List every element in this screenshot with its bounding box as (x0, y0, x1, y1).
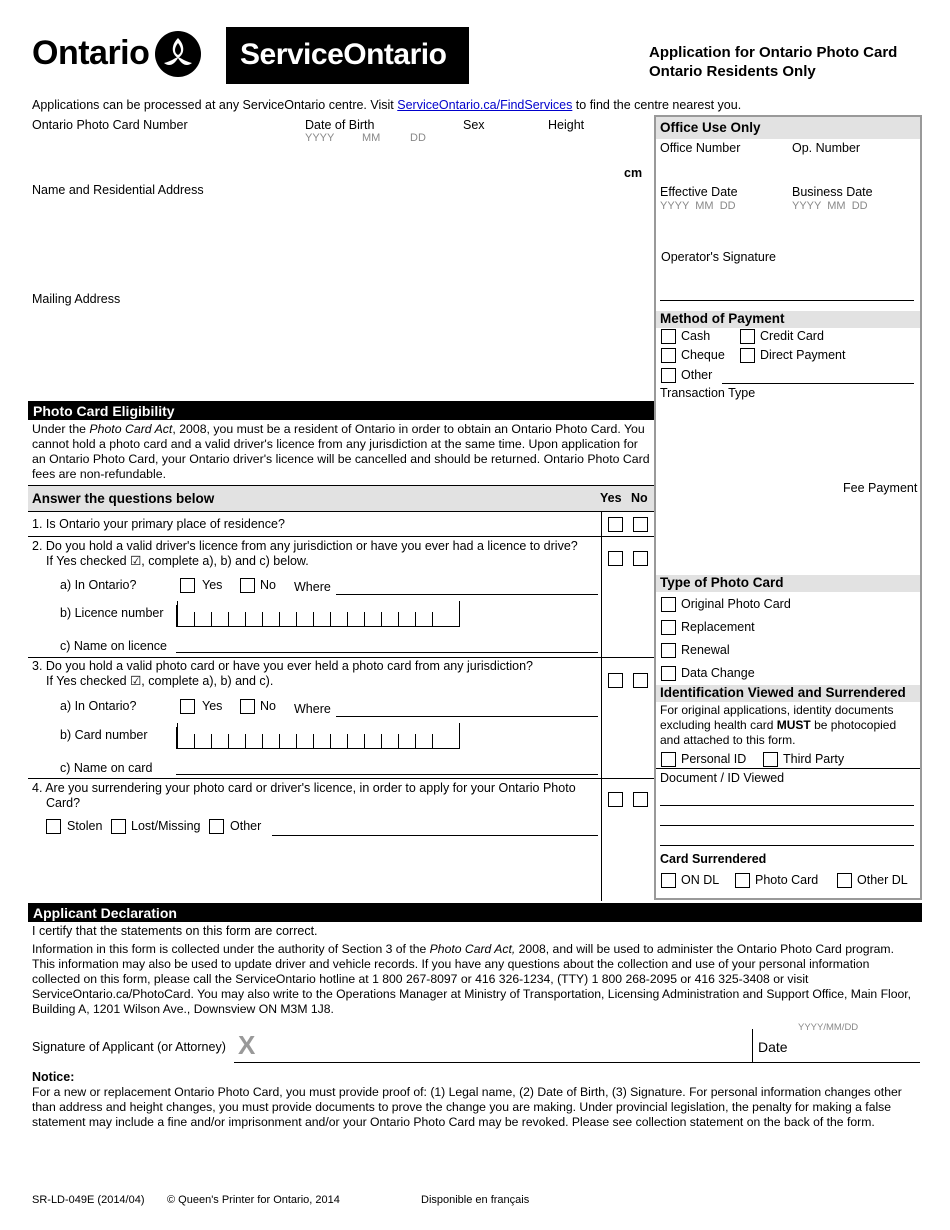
height-unit: cm (624, 166, 643, 180)
other-payment-label: Other (681, 368, 713, 382)
photo-card-surrendered-checkbox[interactable] (735, 873, 750, 888)
form-title (649, 43, 897, 81)
question-4-cont: Card? (46, 796, 81, 810)
certify-text: I certify that the statements on this form are correct. (32, 924, 318, 938)
data-change-label: Data Change (681, 666, 755, 680)
q3-where-label: Where (294, 702, 331, 716)
french-availability: Disponible en français (421, 1194, 530, 1206)
q2-in-ontario-no-label: No (260, 578, 276, 592)
notice-text: For a new or replacement Ontario Photo Card, you must provide proof of: (1) Legal name, (2) Date of Birth, (3) Signature. For personal information changes other than address and height changes, you must provide documents to prove the change you are making. Under provincial legislation, the penalty for making a false statement may include a fine and/or imprisonment and/or your Ontario Photo Card may be revoked. Please see collection statement on the back of the form. (32, 1085, 902, 1129)
q3-no-checkbox[interactable] (633, 673, 648, 688)
no-column-header: No (631, 491, 648, 505)
on-dl-checkbox[interactable] (661, 873, 676, 888)
declaration-header: Applicant Declaration (28, 903, 922, 922)
office-use-header: Office Use Only (656, 117, 920, 139)
data-change-checkbox[interactable] (661, 666, 676, 681)
photo-card-surrendered-label: Photo Card (755, 873, 819, 887)
name-on-card-label: c) Name on card (60, 761, 153, 775)
name-address-label: Name and Residential Address (32, 183, 204, 197)
fee-payment-label: Fee Payment (843, 481, 918, 495)
other-payment-line[interactable] (722, 383, 914, 384)
other-reason-label: Other (230, 819, 262, 833)
form-title-line2: Ontario Residents Only (649, 63, 816, 80)
other-dl-checkbox[interactable] (837, 873, 852, 888)
name-on-licence-field[interactable] (176, 652, 598, 653)
q2-divider (28, 657, 654, 658)
cash-label: Cash (681, 329, 711, 343)
card-number-field[interactable] (176, 727, 460, 749)
question-3-instruction: If Yes checked ☑, complete a), b) and c). (46, 674, 274, 688)
licence-number-label: b) Licence number (60, 606, 164, 620)
stolen-label: Stolen (67, 819, 103, 833)
transaction-type-label: Transaction Type (660, 386, 756, 400)
replacement-label: Replacement (681, 620, 755, 634)
document-line-1[interactable] (660, 805, 914, 806)
id-divider (656, 768, 920, 769)
stolen-checkbox[interactable] (46, 819, 61, 834)
lost-missing-label: Lost/Missing (131, 819, 201, 833)
dob-yyyy-hint: YYYY (305, 132, 335, 144)
form-title-line1: Application for Ontario Photo Card (649, 44, 898, 61)
questions-header: Answer the questions below Yes No (28, 485, 654, 512)
document-viewed-label: Document / ID Viewed (660, 771, 785, 785)
eligibility-header: Photo Card Eligibility (28, 401, 654, 420)
document-line-3[interactable] (660, 845, 914, 846)
signature-label: Signature of Applicant (or Attorney) (32, 1040, 226, 1054)
third-party-label: Third Party (783, 752, 845, 766)
question-2: 2. Do you hold a valid driver's licence from any jurisdiction or have you ever had a licence to drive? (32, 539, 578, 553)
personal-id-label: Personal ID (681, 752, 747, 766)
date-divider (752, 1029, 753, 1063)
business-date-label: Business Date (792, 185, 873, 199)
personal-id-checkbox[interactable] (661, 752, 676, 767)
q3-in-ontario-yes-label: Yes (202, 699, 223, 713)
question-2-instruction: If Yes checked ☑, complete a), b) and c) below. (46, 554, 309, 568)
ontario-wordmark: Ontario (32, 34, 150, 72)
name-on-licence-label: c) Name on licence (60, 639, 167, 653)
height-label: Height (548, 118, 585, 132)
collection-statement: Information in this form is collected under the authority of Section 3 of the Photo Card Act, 2008, and will be used to administer the Ontario Photo Card program. This information may also be used to update driver and vehicle records. If you have any questions about the collection and use of your personal information collected on this form, please call the ServiceOntario hotline at 1 800 267-8097 or 416 326-1234, (TTY) 1 800 268-2095 or 416 325-3408 or visit ServiceOntario.ca/PhotoCard. You may also write to the Operations Manager at Ministry of Transportation, Licensing Administration and Support Office, Main Floor, Building A, 1201 Wilson Ave., Downsview ON M3M 1J8. (32, 942, 912, 1016)
document-line-2[interactable] (660, 825, 914, 826)
q2-where-label: Where (294, 580, 331, 594)
q4-yes-checkbox[interactable] (608, 792, 623, 807)
op-number-label: Op. Number (792, 141, 861, 155)
q1-no-checkbox[interactable] (633, 517, 648, 532)
q3-in-ontario-no-label: No (260, 699, 276, 713)
q3-yes-checkbox[interactable] (608, 673, 623, 688)
answer-column-divider (601, 512, 602, 901)
credit-card-label: Credit Card (760, 329, 824, 343)
id-viewed-text: For original applications, identity documents excluding health card MUST be photocopied and attached to this form. (660, 703, 897, 747)
other-dl-label: Other DL (857, 873, 908, 887)
find-services-link[interactable]: ServiceOntario.ca/FindServices (397, 98, 573, 112)
office-number-label: Office Number (660, 141, 741, 155)
signature-line[interactable] (234, 1062, 920, 1063)
card-surrendered-label: Card Surrendered (660, 852, 767, 866)
yes-column-header: Yes (600, 491, 622, 505)
q1-divider (28, 536, 654, 537)
direct-payment-label: Direct Payment (760, 348, 846, 362)
mailing-address-label: Mailing Address (32, 292, 121, 306)
trillium-icon (154, 30, 202, 78)
cheque-label: Cheque (681, 348, 725, 362)
form-number: SR-LD-049E (2014/04) (32, 1194, 145, 1206)
sex-label: Sex (463, 118, 485, 132)
original-photo-card-checkbox[interactable] (661, 597, 676, 612)
q3-divider (28, 778, 654, 779)
copyright: © Queen's Printer for Ontario, 2014 (167, 1194, 340, 1206)
date-format-hint: YYYY/MM/DD (798, 1022, 859, 1033)
q3-in-ontario-no-checkbox[interactable] (240, 699, 255, 714)
q2-in-ontario-label: a) In Ontario? (60, 578, 137, 592)
business-date-hint: YYYY MM DD (792, 200, 868, 212)
original-photo-card-label: Original Photo Card (681, 597, 791, 611)
q3-where-field[interactable] (336, 716, 598, 717)
q2-no-checkbox[interactable] (633, 551, 648, 566)
card-number-label: b) Card number (60, 728, 148, 742)
q2-where-field[interactable] (336, 594, 598, 595)
question-4: 4. Are you surrendering your photo card or driver's licence, in order to apply for your Ontario Photo (32, 781, 576, 795)
q1-yes-checkbox[interactable] (608, 517, 623, 532)
credit-card-checkbox[interactable] (740, 329, 755, 344)
method-of-payment-header: Method of Payment (656, 311, 920, 328)
other-payment-checkbox[interactable] (661, 368, 676, 383)
photo-card-number-label: Ontario Photo Card Number (32, 118, 188, 132)
dob-label: Date of Birth (305, 118, 375, 132)
id-viewed-header: Identification Viewed and Surrendered (656, 685, 920, 702)
q2-in-ontario-no-checkbox[interactable] (240, 578, 255, 593)
lost-missing-checkbox[interactable] (111, 819, 126, 834)
type-of-photo-card-header: Type of Photo Card (656, 575, 920, 592)
licence-number-field[interactable] (176, 605, 460, 627)
intro-text: Applications can be processed at any ServiceOntario centre. Visit ServiceOntario.ca/FindServices to find the centre nearest you. (32, 98, 742, 112)
q2-in-ontario-yes-checkbox[interactable] (180, 578, 195, 593)
operator-signature-label: Operator's Signature (661, 250, 776, 264)
on-dl-label: ON DL (681, 873, 720, 887)
effective-date-hint: YYYY MM DD (660, 200, 736, 212)
name-on-card-field[interactable] (176, 774, 598, 775)
cash-checkbox[interactable] (661, 329, 676, 344)
dob-mm-hint: MM (362, 132, 381, 144)
effective-date-label: Effective Date (660, 185, 738, 199)
signature-x-mark: X (238, 1030, 256, 1060)
other-reason-checkbox[interactable] (209, 819, 224, 834)
operator-signature-line[interactable] (660, 300, 914, 301)
third-party-checkbox[interactable] (763, 752, 778, 767)
dob-dd-hint: DD (410, 132, 426, 144)
q4-no-checkbox[interactable] (633, 792, 648, 807)
notice-title: Notice: (32, 1070, 75, 1084)
q2-yes-checkbox[interactable] (608, 551, 623, 566)
q2-in-ontario-yes-label: Yes (202, 578, 223, 592)
replacement-checkbox[interactable] (661, 620, 676, 635)
renewal-label: Renewal (681, 643, 730, 657)
question-3: 3. Do you hold a valid photo card or have you ever held a photo card from any jurisdiction? (32, 659, 533, 673)
q3-in-ontario-yes-checkbox[interactable] (180, 699, 195, 714)
renewal-checkbox[interactable] (661, 643, 676, 658)
eligibility-text: Under the Photo Card Act, 2008, you must be a resident of Ontario in order to obtain an Ontario Photo Card. You cannot hold a photo card and a valid driver's licence from any jurisdiction at the same time. Upon application for an Ontario Photo Card, your Ontario driver's licence will be cancelled and should be returned. Ontario Photo Card fees are non-refundable. (32, 422, 650, 481)
direct-payment-checkbox[interactable] (740, 348, 755, 363)
date-label: Date (758, 1039, 788, 1055)
q3-in-ontario-label: a) In Ontario? (60, 699, 137, 713)
question-1: 1. Is Ontario your primary place of residence? (32, 517, 285, 531)
cheque-checkbox[interactable] (661, 348, 676, 363)
service-ontario-wordmark: ServiceOntario (240, 38, 447, 71)
other-reason-field[interactable] (272, 835, 598, 836)
